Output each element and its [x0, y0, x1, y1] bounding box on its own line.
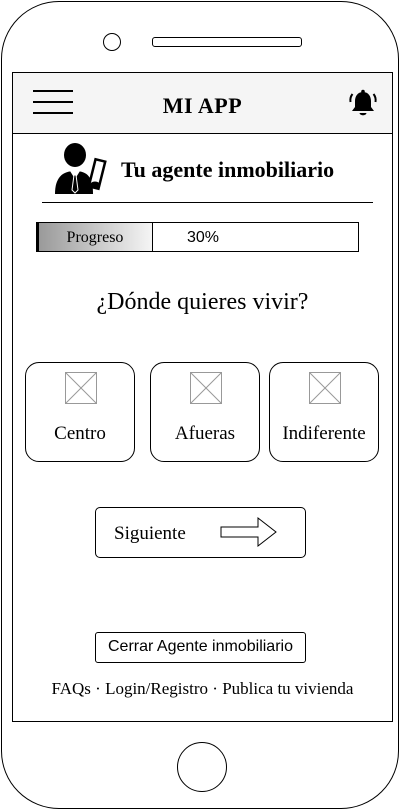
option-afueras[interactable] [150, 362, 260, 462]
arrow-right-icon [220, 516, 278, 548]
footer-link-publish[interactable]: Publica tu vivienda [222, 679, 354, 698]
image-placeholder-icon [309, 372, 341, 404]
option-label: Indiferente [282, 423, 366, 444]
close-agent-button[interactable] [95, 632, 306, 663]
footer-link-login[interactable]: Login/Registro [105, 679, 209, 698]
option-label: Centro [54, 423, 106, 444]
image-placeholder-icon [65, 372, 97, 404]
camera [103, 33, 121, 51]
app-title: MI APP [162, 93, 243, 118]
agent-title: Tu agente inmobiliario [121, 157, 335, 182]
bell-icon[interactable] [347, 88, 379, 120]
app-header [13, 73, 392, 134]
footer-separator: · [208, 679, 223, 698]
progress-label: Progreso [66, 229, 124, 246]
next-button[interactable] [95, 507, 306, 558]
image-placeholder-icon [190, 372, 222, 404]
progress-value: 30% [187, 229, 220, 246]
speaker [152, 37, 302, 47]
phone-frame [1, 1, 399, 809]
option-indiferente[interactable] [269, 362, 379, 462]
progress-bar [36, 222, 359, 252]
footer-links [13, 679, 392, 699]
home-button[interactable] [177, 742, 227, 792]
next-button-label: Siguiente [114, 523, 186, 544]
footer-separator: · [90, 679, 106, 698]
divider [42, 202, 373, 203]
screen [12, 72, 393, 722]
option-centro[interactable] [25, 362, 135, 462]
option-label: Afueras [174, 423, 236, 444]
question-title: ¿Dónde quieres vivir? [96, 289, 309, 315]
footer-link-faqs[interactable]: FAQs [51, 679, 91, 698]
agent-icon [53, 142, 107, 196]
close-agent-label: Cerrar Agente inmobiliario [108, 638, 293, 655]
